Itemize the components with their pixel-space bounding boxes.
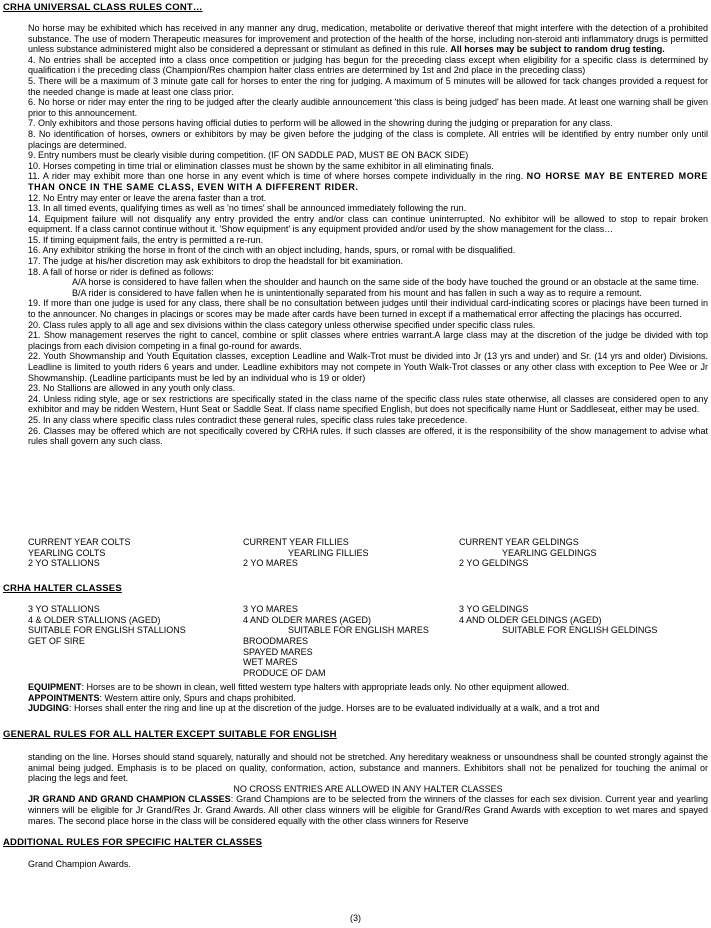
class-name: SPAYED MARES (243, 646, 313, 657)
rule-18: 18. A fall of horse or rider is defined as follows: (28, 266, 214, 277)
grand-champion-label: JR GRAND AND GRAND CHAMPION CLASSES (28, 794, 231, 805)
universal-rules-heading: CRHA UNIVERSAL CLASS RULES CONT… (3, 2, 203, 13)
class-name: GET OF SIRE (28, 636, 85, 647)
rule-4: 4. No entries shall be accepted into a class once competition or judging has begun for the preceding class except when eligibility for a specific class is determined by qualification i the preceding class (Champion/Res champion halter class entries are determined by 1st and 2nd place in the preceding class) (28, 54, 708, 76)
class-row (28, 558, 708, 569)
rule-11-text: 11. A rider may exhibit more than one horse in any event which is time of where horses compete individually in the ring. (28, 171, 524, 182)
equipment-text: : Horses are to be shown in clean, well fitted western type halters with appropriate leads only. No other equipment allowed. (81, 682, 570, 692)
grand-champion-rule (28, 794, 708, 826)
rule-21: 21. Show management reserves the right to cancel, combine or split classes where entries warrant.A large class may at the discretion of the judge be divided with top placings from each division competing in a final go-round for awards. (28, 330, 708, 351)
class-row (28, 636, 708, 647)
rule-14: 14. Equipment failure will not disqualify any entry provided the entry and/or class can continue uninterrupted. No exhibitor will be allowed to stop to repair broken equipment. If a class cannot continue without it. 'Show equipment' is any equipment provided and/or used by the show management for the class… (28, 213, 708, 235)
rule-10: 10. Horses competing in time trial or elimination classes must be shown by the same exhibitor in all eliminating finals. (28, 160, 494, 171)
class-row (28, 657, 708, 668)
class-name: 2 YO STALLIONS (28, 558, 100, 569)
rule-13: 13. In all timed events, qualifying times as well as 'no times' shall be announced immediately following the run. (28, 203, 467, 214)
rule-17: 17. The judge at his/her discretion may ask exhibitors to drop the headstall for bit examination. (28, 256, 404, 267)
cross-entries-note: NO CROSS ENTRIES ARE ALLOWED IN ANY HALTER CLASSES (233, 783, 503, 794)
class-row (28, 625, 708, 636)
class-row (28, 604, 708, 615)
class-name: SUITABLE FOR ENGLISH GELDINGS (502, 625, 658, 636)
rule-24: 24. Unless riding style, age or sex restrictions are specifically stated in the class name of the specific class rules state otherwise, all classes are considered open to any exhibitor and may be ridden Western, Hunt Seat or Saddle Seat. If class name specified English, but does not specifically name Hunt or Saddleseat, either may be used. (28, 393, 708, 415)
general-halter-heading: GENERAL RULES FOR ALL HALTER EXCEPT SUITABLE FOR ENGLISH (3, 729, 337, 740)
universal-rules-body (28, 23, 708, 447)
general-halter-body (28, 752, 708, 826)
class-name: YEARLING GELDINGS (502, 547, 597, 558)
class-name: 3 YO GELDINGS (459, 604, 529, 614)
rule-5: 5. There will be a maximum of 3 minute gate call for horses to enter the ring for judging. A maximum of 5 minutes will be allowed for tack changes provided a request for the needed change is made at least one class prior. (28, 75, 708, 97)
class-name: YEARLING COLTS (28, 547, 106, 558)
class-name: PRODUCE OF DAM (243, 668, 326, 679)
judging-text: : Horses shall enter the ring and line up at the discretion of the judge. Horses are to be evaluated individually at a walk, and a trot and (69, 703, 600, 714)
drug-rule (28, 23, 708, 55)
equipment-label: EQUIPMENT (28, 682, 82, 692)
rule-18b: B/A rider is considered to have fallen when he is unintentionally separated from his mount and has fallen in such a way as to require a remount. (72, 287, 642, 298)
class-name: BROODMARES (243, 636, 309, 647)
class-name: YEARLING FILLIES (288, 547, 369, 558)
rule-26: 26. Classes may be offered which are not specifically covered by CRHA rules. If such classes are offered, it is the responsibility of the show management to advise what rules shall govern any such class. (28, 425, 708, 447)
halter-class-list (28, 604, 708, 679)
class-name: WET MARES (243, 657, 298, 668)
rule-23: 23. No Stallions are allowed in any youth only class. (28, 383, 236, 394)
additional-rules-heading: ADDITIONAL RULES FOR SPECIFIC HALTER CLASSES (3, 837, 263, 848)
appointments-label: APPOINTMENTS (28, 692, 100, 703)
class-name: 3 YO STALLIONS (28, 604, 100, 614)
rule-15: 15. If timing equipment fails, the entry is permitted a re-run. (28, 234, 264, 245)
class-name: CURRENT YEAR COLTS (28, 537, 131, 547)
class-name: CURRENT YEAR FILLIES (243, 537, 349, 547)
class-name: 2 YO MARES (243, 558, 298, 569)
class-name: 4 AND OLDER GELDINGS (AGED) (459, 614, 602, 625)
rule-12: 12. No Entry may enter or leave the arena faster than a trot. (28, 192, 267, 203)
drug-rule-text: No horse may be exhibited which has received in any manner any drug, medication, metabolite or derivative thereof that might interfere with the detection of a prohibited substance. The use of modern Therapeutic measures for improvement and protection of the health of the horse, including non-steroid anti inflammatory drugs is permitted unless substance administered might also be considered a depressant or stimulant as defined in this rule. (28, 23, 708, 55)
class-name: CURRENT YEAR GELDINGS (459, 537, 579, 547)
class-name: SUITABLE FOR ENGLISH MARES (288, 625, 429, 636)
class-name: 2 YO GELDINGS (459, 558, 529, 569)
page-number: (3) (350, 913, 361, 923)
grand-champion-text: : Grand Champions are to be selected from the winners of the classes for each sex division. Current year and yearling winners will be eligible for Jr Grand/Res Jr. Grand Awards. All other class winners will be eligible for Grand/Res Grand Awards with exception to wet mares and spayed mares. The second place horse in the class will be considered equally with the other class winners for Reserve (28, 794, 708, 826)
rule-19: 19. If more than one judge is used for any class, there shall be no consultation between judges until their individual card-indicating scores or placings have been turned in to the announcer. No changes in placings or scores may be made after cards have been turned in except if a mathematical error affecting the placings has occurred. (28, 298, 708, 320)
class-name: 4 & OLDER STALLIONS (AGED) (28, 614, 161, 625)
class-name: 4 AND OLDER MARES (AGED) (243, 614, 372, 625)
class-row (28, 548, 708, 559)
rule-9: 9. Entry numbers must be clearly visible during competition. (IF ON SADDLE PAD, MUST BE ON BACK SIDE) (28, 150, 469, 161)
halter-classes-heading: CRHA HALTER CLASSES (3, 583, 122, 594)
youth-class-list (28, 537, 708, 569)
appointments-text: : Western attire only, Spurs and chaps prohibited. (99, 692, 296, 703)
rule-20: 20. Class rules apply to all age and sex divisions within the class category unless otherwise specified under specific class rules. (28, 319, 536, 330)
grand-champion-awards: Grand Champion Awards. (28, 859, 131, 869)
rule-7: 7. Only exhibitors and those persons having official duties to perform will be allowed in the showring during the judging or preparation for any class. (28, 118, 613, 129)
equipment-rule (28, 682, 708, 693)
class-row (28, 668, 708, 679)
rule-11-bold: NO HORSE MAY BE ENTERED MORE THAN ONCE IN THE SAME CLASS, EVEN WITH A DIFFERENT RIDER. (28, 171, 708, 192)
class-row (28, 647, 708, 658)
class-row (28, 537, 708, 548)
rule-16: 16. Any exhibitor striking the horse in front of the cinch with an object including, hands, spurs, or romal with be disqualified. (28, 245, 516, 256)
judging-rule (28, 703, 708, 714)
halter-standing-rule: standing on the line. Horses should stand squarely, naturally and should not be stretched. Any hereditary weakness or unsoundness shall be counted strongly against the animal being judged. Emphasis is to be placed on quality, conformation, action, substance and manners. Exhibitors shall not be penalized for touching the animal or placing the legs and feet. (28, 752, 708, 784)
rule-6: 6. No horse or rider may enter the ring to be judged after the clearly audible announcement 'this class is being judged' has been made. At least one warning shall be given prior to this announcement. (28, 97, 708, 118)
class-name: SUITABLE FOR ENGLISH STALLIONS (28, 625, 186, 636)
class-name: 3 YO MARES (243, 604, 298, 614)
appointments-rule (28, 693, 708, 704)
halter-rules (28, 682, 708, 714)
additional-rules-body (28, 859, 708, 870)
drug-testing-note: All horses may be subject to random drug testing. (450, 44, 665, 55)
rule-22: 22. Youth Showmanship and Youth Equitation classes, exception Leadline and Walk-Trot must be divided into Jr (13 yrs and under) and Sr. (14 yrs and older) Divisions. Leadline is limited to youth riders 6 years and under. Leadline exhibitors may not compete in Youth Walk-Trot classes or any other class with exception to Pee Wee or Jr Showmanship. (Leadline participants must be led by an individual who is 19 or older) (28, 351, 708, 383)
judging-label: JUDGING (28, 703, 70, 714)
rule-18a: A/A horse is considered to have fallen when the shoulder and haunch on the same side of the body have touched the ground or an obstacle at the same time. (72, 277, 699, 288)
class-row (28, 615, 708, 626)
rule-8: 8. No identification of horses, owners or exhibitors by may be given before the judging of the class is complete. All entries will be identified by entry number only until placings are determined. (28, 128, 708, 150)
rule-11 (28, 171, 708, 192)
rule-25: 25. In any class where specific class rules contradict these general rules, specific class rules take precedence. (28, 414, 468, 425)
